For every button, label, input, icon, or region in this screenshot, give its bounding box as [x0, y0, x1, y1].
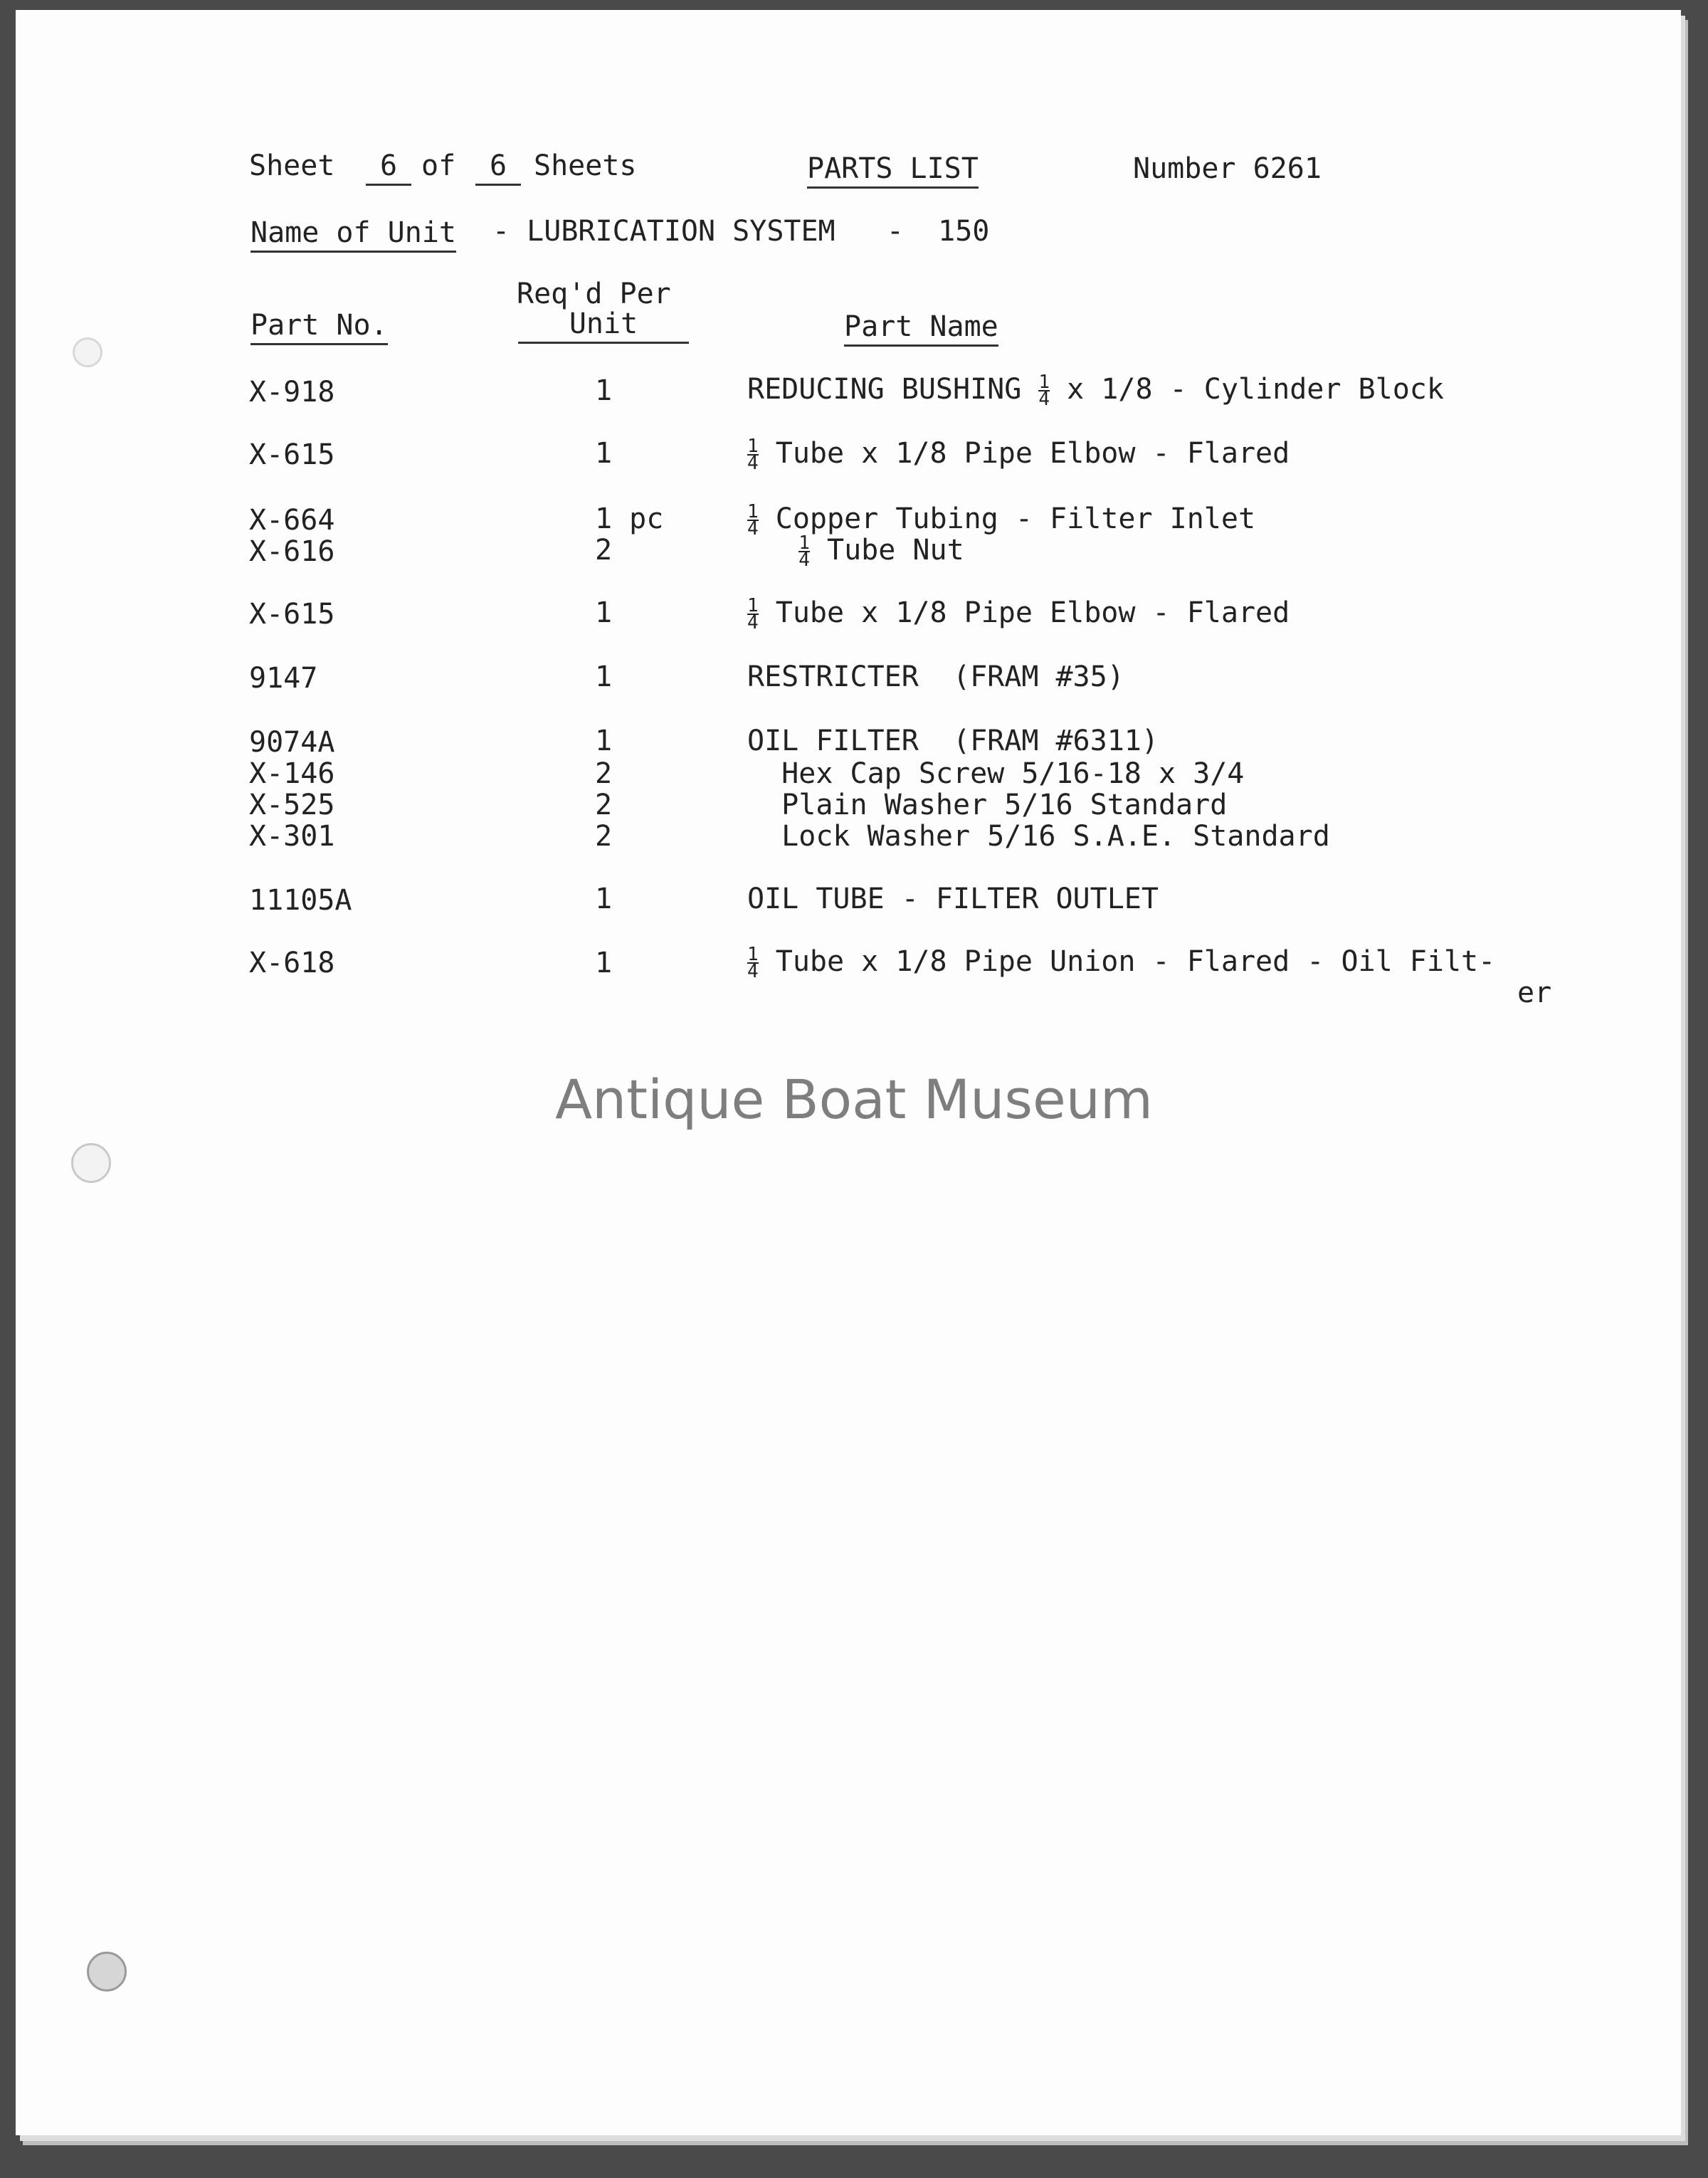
row-qty: 2: [595, 534, 613, 567]
row-part-no: X-616: [249, 535, 335, 568]
unit-label: Name of Unit: [251, 216, 456, 253]
row-part-no: 9074A: [249, 726, 335, 759]
row-part-no: X-918: [249, 376, 335, 409]
row-part-no: X-615: [249, 598, 335, 631]
row-part-no: X-525: [249, 789, 335, 821]
row-part-name: $\frac{1}{4}$ Tube x 1/8 Pipe Union - Flared - Oil Filt-: [747, 944, 1496, 982]
row-part-name: REDUCING BUSHING $\frac{1}{4}$ x 1/8 - Cylinder Block: [747, 372, 1444, 410]
row-qty: 1: [595, 883, 613, 915]
sheet-label: Sheet: [249, 149, 335, 182]
unit-name: - LUBRICATION SYSTEM - 150: [492, 215, 990, 248]
row-part-no: X-664: [249, 504, 335, 537]
fraction: $\frac{1}{4}$: [1038, 372, 1050, 410]
row-part-name: OIL FILTER (FRAM #6311): [747, 725, 1159, 757]
col-header-req-line2: Unit: [518, 307, 689, 344]
row-part-name: $\frac{1}{4}$ Tube x 1/8 Pipe Elbow - Flared: [747, 595, 1290, 633]
col-header-part-no: Part No.: [251, 309, 388, 345]
row-qty: 1: [595, 661, 613, 693]
row-part-name: $\frac{1}{4}$ Tube x 1/8 Pipe Elbow - Flared: [747, 436, 1290, 474]
sheets-label: Sheets: [534, 149, 637, 182]
row-part-name: Lock Washer 5/16 S.A.E. Standard: [747, 820, 1330, 853]
fraction: $\frac{1}{4}$: [747, 436, 759, 474]
binder-hole-mark: [73, 337, 102, 367]
row-name-continuation: er: [1517, 977, 1552, 1009]
row-part-no: X-146: [249, 757, 335, 790]
document-number: Number 6261: [1133, 152, 1322, 185]
row-qty: 1: [595, 374, 613, 407]
fraction: $\frac{1}{4}$: [747, 944, 759, 982]
row-qty: 1: [595, 725, 613, 757]
row-part-name: OIL TUBE - FILTER OUTLET: [747, 883, 1159, 915]
document-title: PARTS LIST: [807, 152, 979, 189]
binder-hole-mark: [87, 1952, 127, 1992]
row-qty: 1: [595, 596, 613, 629]
watermark: Antique Boat Museum: [555, 1068, 1153, 1131]
row-part-no: 9147: [249, 662, 318, 695]
row-qty: 1 pc: [595, 503, 664, 535]
row-part-name: $\frac{1}{4}$ Tube Nut: [798, 532, 964, 571]
row-qty: 2: [595, 789, 613, 821]
row-qty: 2: [595, 757, 613, 790]
row-part-no: 11105A: [249, 884, 352, 917]
row-part-name: Plain Washer 5/16 Standard: [747, 789, 1228, 821]
col-header-req-line1: Req'd Per: [517, 278, 671, 310]
fraction: $\frac{1}{4}$: [747, 595, 759, 633]
row-qty: 1: [595, 947, 613, 979]
row-part-name: $\frac{1}{4}$ Copper Tubing - Filter Inlet: [747, 501, 1256, 540]
row-part-name: Hex Cap Screw 5/16-18 x 3/4: [747, 757, 1245, 790]
row-qty: 1: [595, 437, 613, 470]
binder-hole-mark: [71, 1143, 111, 1183]
row-part-no: X-301: [249, 820, 335, 853]
fraction: $\frac{1}{4}$: [747, 501, 759, 540]
row-part-no: X-618: [249, 947, 335, 979]
sheet-total: 6: [475, 149, 521, 186]
row-qty: 2: [595, 820, 613, 853]
row-part-no: X-615: [249, 438, 335, 471]
fraction: $\frac{1}{4}$: [798, 532, 810, 571]
sheet-number: 6: [366, 149, 411, 186]
of-label: of: [421, 149, 456, 182]
row-part-name: RESTRICTER (FRAM #35): [747, 661, 1124, 693]
col-header-part-name: Part Name: [844, 310, 998, 347]
